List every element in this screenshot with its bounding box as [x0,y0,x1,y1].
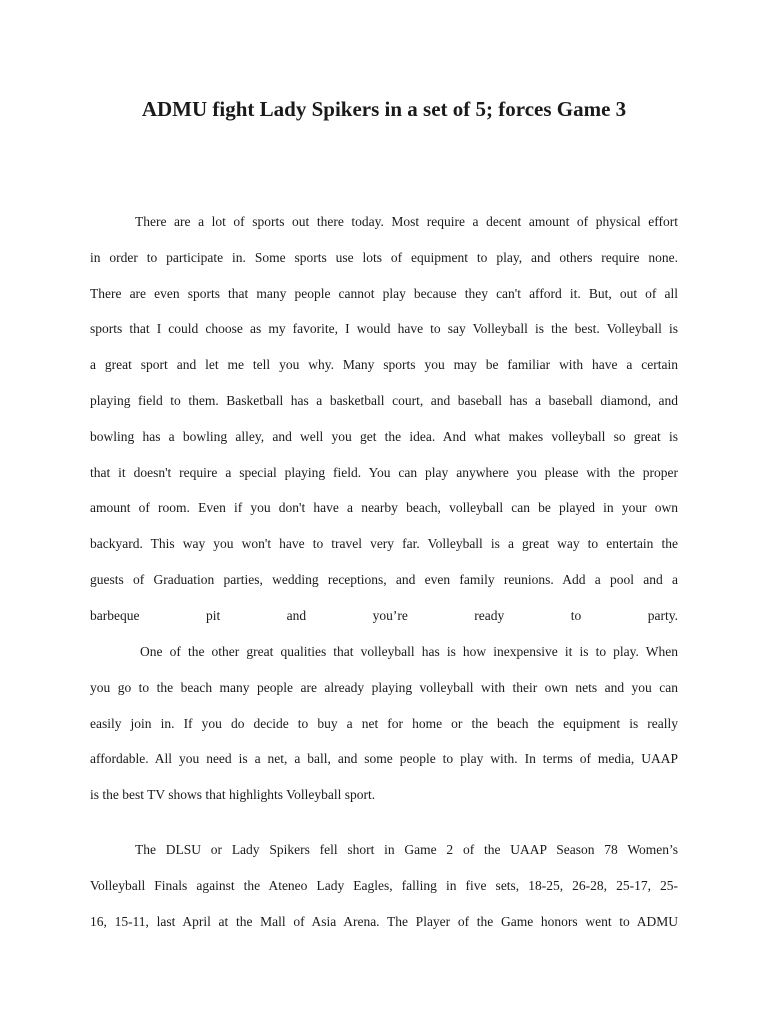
spread-word: party. [647,607,678,623]
paragraph-line: There are even sports that many people cannot play because they can't afford it. But, out of all [90,285,678,301]
paragraph-line: amount of room. Even if you don't have a nearby beach, volleyball can be played in your own [90,500,678,516]
spread-word: to [570,607,582,623]
paragraph-line: guests of Graduation parties, wedding receptions, and even family reunions. Add a pool and a [90,571,678,587]
paragraph-line: is the best TV shows that highlights Volleyball sport. [90,787,376,803]
paragraph-line: bowling has a bowling alley, and well you get the idea. And what makes volleyball so great is [90,428,678,444]
paragraph-2 [90,634,678,813]
paragraph-line: Volleyball Finals against the Ateneo Lady Eagles, falling in five sets, 18-25, 26-28, 25-17, 25- [90,877,678,893]
paragraph-line: easily join in. If you do decide to buy a net for home or the beach the equipment is really [90,715,678,731]
paragraph-line: that it doesn't require a special playing field. You can play anywhere you please with the proper [90,464,678,480]
spread-word: barbeque [90,607,140,623]
spread-word: and [286,607,307,623]
spread-word: ready [474,607,505,623]
paragraph-line: 16, 15-11, last April at the Mall of Asia Arena. The Player of the Game honors went to ADMU [90,913,678,929]
spread-word: pit [205,607,221,623]
paragraph-line: playing field to them. Basketball has a basketball court, and baseball has a baseball diamond, and [90,392,678,408]
paragraph-3 [90,832,678,939]
paragraph-line: The DLSU or Lady Spikers fell short in Game 2 of the UAAP Season 78 Women’s [135,842,678,857]
paragraph-spread-line [90,598,678,634]
paragraph-line: There are a lot of sports out there today. Most require a decent amount of physical effort [135,214,678,229]
document-title: ADMU fight Lady Spikers in a set of 5; forces Game 3 [141,97,627,121]
paragraph-line: you go to the beach many people are already playing volleyball with their own nets and you can [90,679,678,695]
paragraph-1 [90,204,678,634]
paragraph-line: sports that I could choose as my favorite, I would have to say Volleyball is the best. Volleyball is [90,321,678,337]
paragraph-line: One of the other great qualities that volleyball has is how inexpensive it is to play. When [140,644,678,659]
paragraph-line: a great sport and let me tell you why. Many sports you may be familiar with have a certain [90,357,678,373]
paragraph-line: in order to participate in. Some sports use lots of equipment to play, and others require none. [90,249,678,265]
paragraph-line: backyard. This way you won't have to travel very far. Volleyball is a great way to entertain the [90,536,678,552]
paragraph-line: affordable. All you need is a net, a ball, and some people to play with. In terms of media, UAAP [90,751,678,767]
spread-word: you’re [372,607,408,623]
